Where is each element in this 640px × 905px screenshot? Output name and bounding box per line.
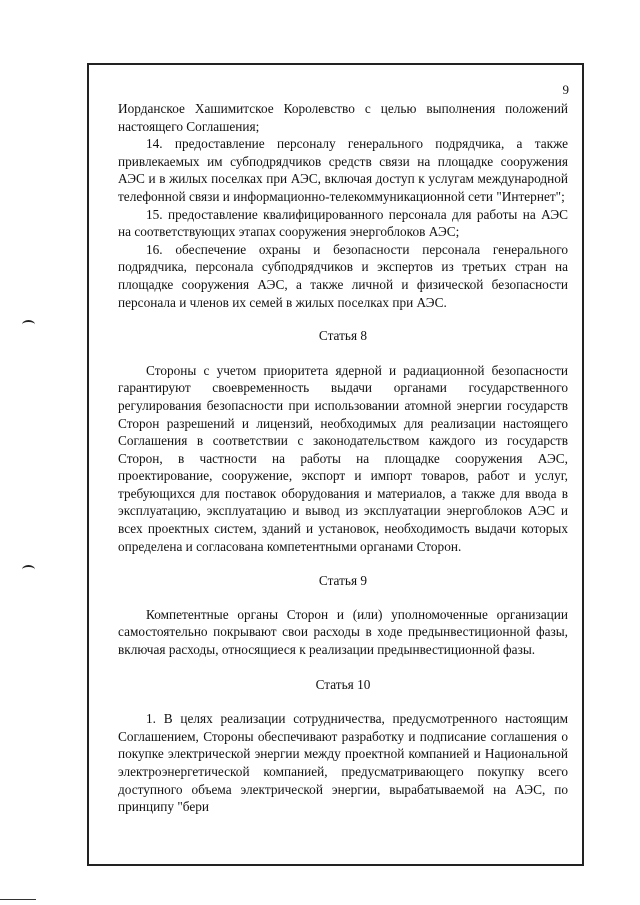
margin-mark (22, 565, 35, 574)
margin-mark (22, 320, 35, 329)
paragraph: 14. предоставление персоналу генерального подрядчика, а также привлекаемых им субподрядчиков средств связи на площадке сооружения АЭС и в жилых поселках при АЭС, включая доступ к услугам международной телефонной связи и информационно-телекоммуникационной сети "Интернет"; (118, 136, 568, 204)
article-heading: Статья 10 (315, 676, 371, 692)
paragraph: Стороны с учетом приоритета ядерной и радиационной безопасности гарантируют своевременность выдачи органами государственного регулирования безопасности при использовании атомной энергии государств Сторон разрешений и лицензий, необходимых для реализации настоящего Соглашения в соответствии с законодательством каждого из государств Сторон, в частности на работы на площадке сооружения АЭС, проектирование, сооружение, экспорт и импорт товаров, работ и услуг, требующихся для поставок оборудования и материалов, а также для ввода в эксплуатацию, эксплуатацию и вывод из эксплуатации энергоблоков АЭС и всех проектных систем, зданий и установок, необходимость выдачи которых определена и согласована компетентными органами Сторон. (118, 362, 568, 554)
paragraph: Компетентные органы Сторон и (или) уполномоченные организации самостоятельно покрывают свои расходы в ходе предынвестиционной фазы, включая расходы, относящиеся к реализации предынвестиционной фазы. (118, 606, 568, 658)
document-body (118, 100, 568, 816)
bottom-rule (0, 899, 36, 900)
paragraph: 15. предоставление квалифицированного персонала для работы на АЭС на соответствующих этапах сооружения энергоблоков АЭС; (118, 206, 568, 240)
paragraph: Иорданское Хашимитское Королевство с целью выполнения положений настоящего Соглашения; (118, 101, 568, 134)
article-heading: Статья 8 (318, 328, 368, 344)
paragraph: 1. В целях реализации сотрудничества, предусмотренного настоящим Соглашением, Стороны обеспечивают разработку и подписание соглашения о покупке электрической энергии между проектной компанией и Национальной электроэнергетической компанией, предусматривающего покупку всего доступного объема электрической энергии, вырабатываемой на АЭС, по принципу "бери (118, 711, 568, 815)
article-heading: Статья 9 (318, 573, 368, 589)
paragraph: 16. обеспечение охраны и безопасности персонала генерального подрядчика, персонала субподрядчиков и экспертов из третьих стран на площадке сооружения АЭС, а также личной и физической безопасности персонала и членов их семей в жилых поселках при АЭС. (118, 241, 568, 310)
page-number: 9 (562, 82, 569, 97)
